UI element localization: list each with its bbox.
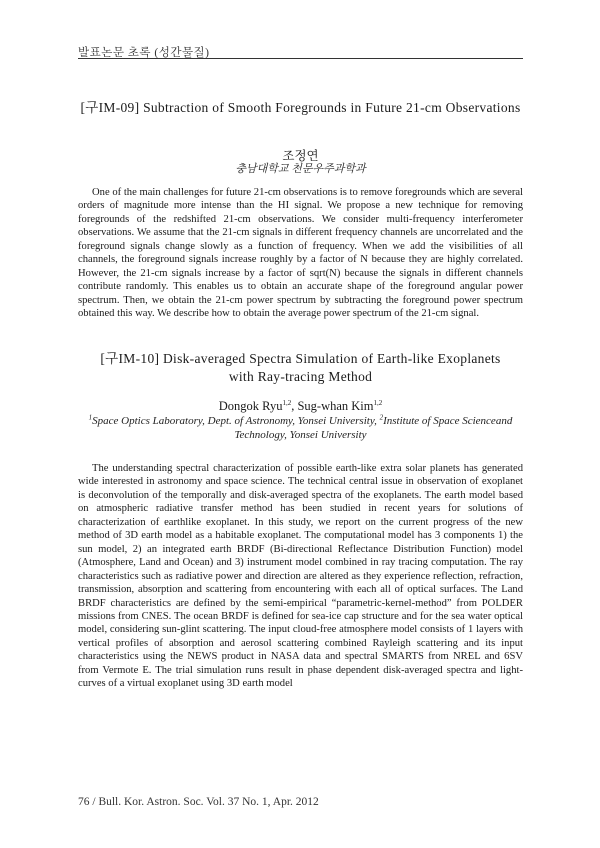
paper1-title: [구IM-09] Subtraction of Smooth Foregrounds in Future 21-cm Observations	[80, 100, 521, 115]
paper1-affiliation: 충남대학교 천문우주과학과	[235, 163, 366, 175]
paper1-abstract: One of the main challenges for future 21-cm observations is to remove foregrounds which are several orders of magnitude more intense than the HI signal. We propose a new technique for removing foregrounds of the redshifted 21-cm observations. We consider multi-frequency interferometer observations. We assume that the 21-cm signals in different frequency channels are uncorrelated and the foreground signals change slowly as a function of frequency. When we add the visibilities of all channels, the foreground signals increase roughly by a factor of N because they are highly correlated. However, the 21-cm signals increase by a factor of sqrt(N) because the signals in different channels contribute randomly. This enables us to obtain an accurate shape of the foreground angular power spectrum. Then, we obtain the 21-cm power spectrum by subtracting the foreground power spectrum obtained this way. We describe how to obtain the average power spectrum of the 21-cm signal.	[78, 187, 523, 320]
paper2-affiliations	[78, 414, 523, 442]
paper2-title	[78, 350, 523, 385]
paper2-abstract: The understanding spectral characterization of possible earth-like extra solar planets has generated wide interested in astronomy and space science. The technical central issue in observation of exoplanet is deconvolution of the temporally and disk-averaged spectra of the exoplanets. The earth model based on atmospheric radiative transfer method has been studied in recent years for solutions of characterization of earthlike exoplanet. In this study, we report on the current progress of the new method of 3D earth model as a habitable exoplanet. The computational model has 3 components 1) the sun model, 2) an integrated earth BRDF (Bi-directional Reflectance Distribution Function) model (Atmosphere, Land and Ocean) and 3) instrument model combined in ray tracing computation. The ray characteristics such as radiative power and direction are altered as they experience reflection, refraction, transmission, absorption and scattering from encountering with each all of optical surfaces. The Land BRDF characteristics are defined by the semi-empirical “parametric-kernel-method” from POLDER missions from CNES. The ocean BRDF is defined for sea-ice cap structure and for the sea water optical model, considering sun-glint scattering. The input cloud-free atmosphere model consists of 1 layers with vertical profiles of absorption and aerosol scattering combined Rayleigh scattering and its input characteristics using the NEWS product in NASA data and spectral SMARTS from NREL and 6SV from Vermote E. The trial simulation runs result in phase dependent disk-averaged spectra and light-curves of a virtual exoplanet using 3D earth model	[78, 463, 523, 690]
author2-superscript: 1,2	[373, 398, 383, 407]
running-head: 발표논문 초록 (성간물질)	[78, 47, 210, 59]
paper2-author2: , Sug-whan Kim	[291, 399, 374, 413]
paper2-affiliation-2: Institute of Space Scienceand Technology, Yonsei University	[234, 415, 513, 441]
paper2-authors	[78, 399, 523, 414]
header-rule	[78, 58, 523, 59]
paper2-title-line1: [구IM-10] Disk-averaged Spectra Simulation of Earth-like Exoplanets	[100, 351, 501, 366]
affil1-superscript: 1	[88, 413, 93, 422]
author1-superscript: 1,2	[282, 398, 292, 407]
page-footer: 76 / Bull. Kor. Astron. Soc. Vol. 37 No. 1, Apr. 2012	[78, 796, 319, 808]
paper2-title-line2: with Ray-tracing Method	[228, 368, 373, 384]
paper1-author: 조정연	[282, 149, 319, 163]
paper2-affiliation-1: Space Optics Laboratory, Dept. of Astronomy, Yonsei University,	[92, 415, 380, 427]
paper2-author1: Dongok Ryu	[218, 399, 283, 413]
affil2-superscript: 2	[379, 413, 384, 422]
